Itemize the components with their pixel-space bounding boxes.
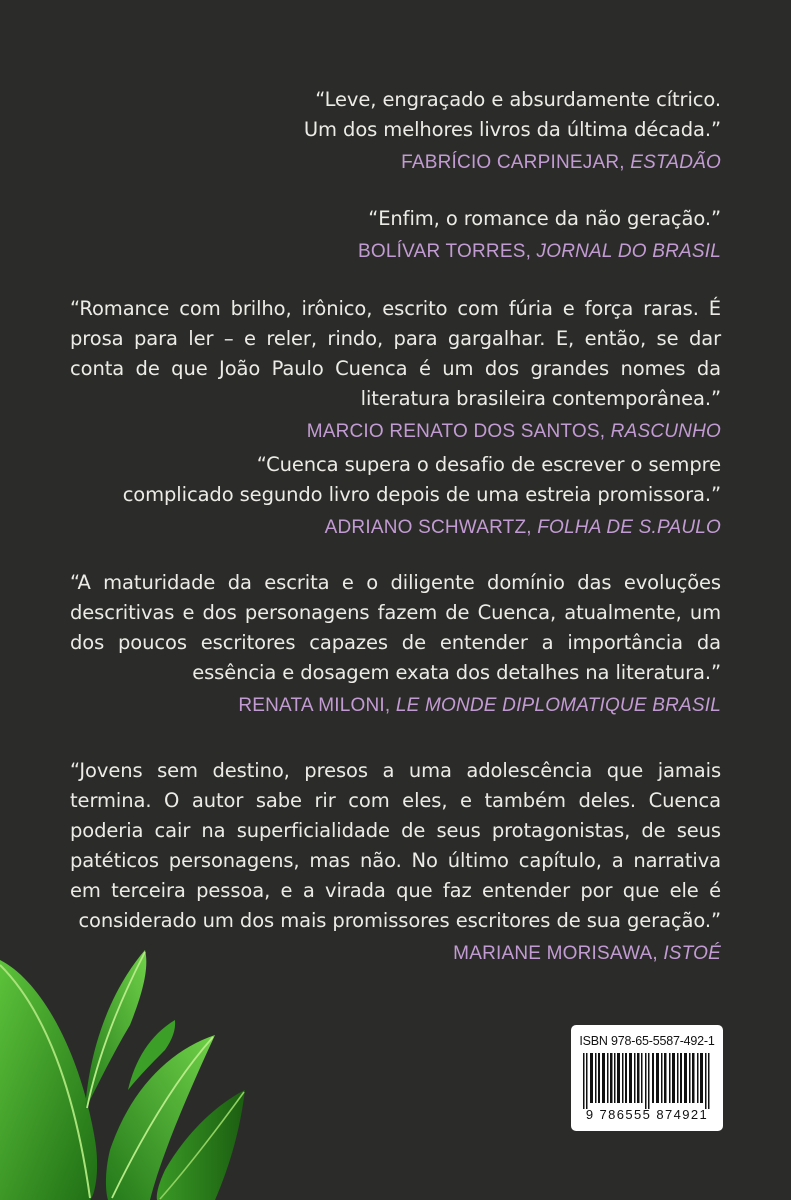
leaf-left [0,960,97,1200]
quote-attribution [70,693,721,719]
attribution-publication: FOLHA DE S.PAULO [537,517,721,538]
attribution-author: BOLÍVAR TORRES, [358,241,537,262]
attribution-author: MARCIO RENATO DOS SANTOS, [306,421,611,442]
quote-attribution [70,515,721,541]
quote-block-3 [70,294,721,445]
quote-attribution [70,239,721,265]
attribution-publication: JORNAL DO BRASIL [536,241,721,262]
banana-leaf-illustration [0,940,250,1200]
attribution-author: ADRIANO SCHWARTZ, [324,517,538,538]
quote-block-6 [70,756,721,967]
attribution-author: RENATA MILONI, [238,695,396,716]
quote-text: “Cuenca supera o desafio de escrever o sempre complicado segundo livro depois de uma estreia promissora.” [122,453,721,506]
quote-text: “A maturidade da escrita e o diligente domínio das evoluções descritivas e dos personagens fazem de Cuenca, atualmente, um dos poucos escritores capazes de entender a importância da essência e dosagem exata dos detalhes na literatura.” [70,571,721,684]
quote-attribution [70,150,721,176]
quote-block-2 [70,204,721,265]
attribution-publication: LE MONDE DIPLOMATIQUE BRASIL [395,695,721,716]
barcode-digits: 9 786555 874921 [585,1107,709,1122]
quote-attribution [70,419,721,445]
quote-text: “Romance com brilho, irônico, escrito com fúria e força raras. É prosa para ler – e reler, rindo, para gargalhar. E, então, se dar conta de que João Paulo Cuenca é um dos grandes nomes da literatura brasileira contemporânea.” [70,297,721,410]
leaf-upper-right [85,950,146,1110]
quote-text: “Enfim, o romance da não geração.” [368,207,721,230]
attribution-publication: RASCUNHO [610,421,721,442]
attribution-publication: ESTADÃO [630,152,721,173]
barcode-icon [581,1053,713,1109]
attribution-author: FABRÍCIO CARPINEJAR, [401,152,631,173]
quote-block-1 [70,85,721,176]
isbn-barcode [571,1025,723,1131]
quote-block-4 [70,450,721,541]
quote-text: “Leve, engraçado e absurdamente cítrico. Um dos melhores livros da última década.” [303,88,721,141]
quote-block-5 [70,568,721,719]
quote-text: “Jovens sem destino, presos a uma adolescência que jamais termina. O autor sabe rir com eles, e também deles. Cuenca poderia cair na superficialidade de seus protagonistas, de seus patéticos personagens, mas não. No último capítulo, a narrativa em terceira pessoa, e a virada que faz entender por que ele é considerado um dos mais promissores escritores de sua geração.” [70,759,721,932]
attribution-publication: ISTOÉ [663,943,721,964]
isbn-label: ISBN 978-65-5587-492-1 [579,1034,715,1048]
attribution-author: MARIANE MORISAWA, [453,943,664,964]
